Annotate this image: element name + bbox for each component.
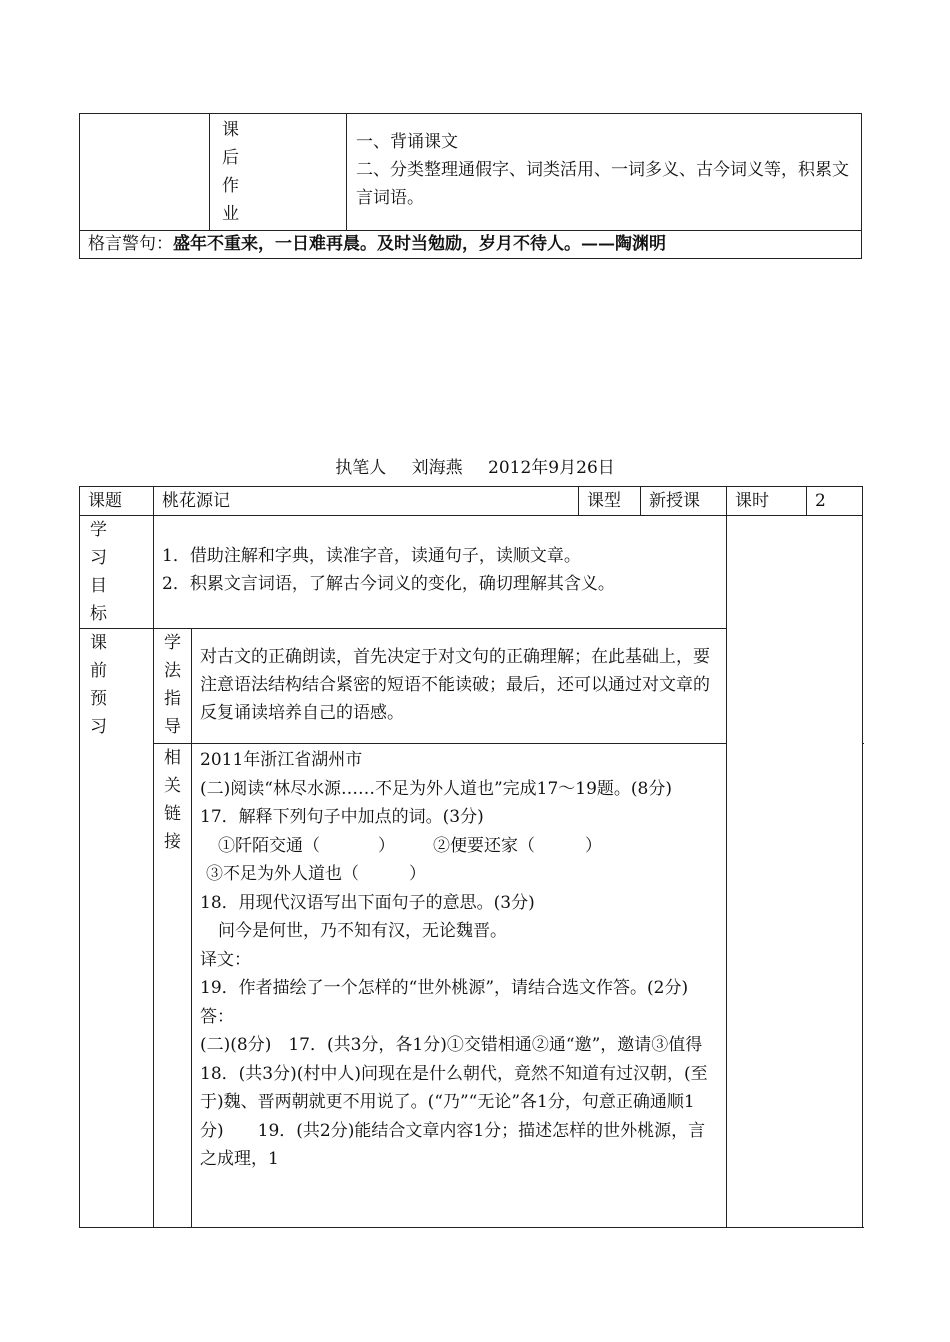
q17-item-3-end: ） <box>409 864 426 884</box>
q17-item-1: ①阡陌交通（ <box>218 835 320 856</box>
goal-item: 1．借助注解和字典，读准字音，读通句子，读顺文章。 <box>162 546 581 566</box>
preview-label-char: 习 <box>90 717 107 737</box>
homework-item: 一、背诵课文 <box>356 132 458 152</box>
empty-cell <box>80 114 210 231</box>
writer-name: 刘海燕 <box>411 458 463 478</box>
goals-row <box>80 516 863 629</box>
question-18-sentence: 问今是何世，乃不知有汉，无论魏晋。 <box>218 921 507 941</box>
type-value: 新授课 <box>641 487 727 516</box>
q17-item-3: ③不足为外人道也（ <box>206 864 359 884</box>
method-label <box>154 629 192 744</box>
link-intro: (二)阅读“林尽水源……不足为外人道也”完成17～19题。(8分) <box>200 778 672 799</box>
link-label-char: 链 <box>164 804 181 824</box>
homework-table <box>79 113 862 259</box>
preview-label-char: 课 <box>90 633 107 653</box>
link-label <box>154 744 192 1228</box>
answer-label: 答： <box>200 1006 234 1027</box>
goals-content <box>154 516 727 629</box>
question-17-items <box>200 832 718 861</box>
question-18: 18．用现代汉语写出下面句子的意思。(3分) <box>200 892 535 913</box>
hours-value: 2 <box>807 487 863 516</box>
goals-label-char: 学 <box>90 520 107 540</box>
question-17-item-3 <box>200 860 718 889</box>
preview-label <box>80 629 154 1228</box>
answer-text: (二)(8分) 17．(共3分，各1分)①交错相通②通“邀”，邀请③值得 18．(共3分)(村中人)问现在是什么朝代，竟然不知道有过汉朝，(至于)魏、晋两朝就更不用说了。(“乃”“无论”各1分，句意正确通顺1分) 19．(共2分)能结合文章内容1分；描述怎样的世外桃源，言之成理，1 <box>200 1035 737 1169</box>
link-label-char: 关 <box>164 776 181 796</box>
topic-label: 课题 <box>80 487 154 516</box>
lesson-header-row <box>80 487 863 516</box>
link-content <box>192 744 737 1228</box>
homework-label-char: 课 <box>222 120 239 140</box>
hours-label: 课时 <box>727 487 807 516</box>
preview-label-char: 前 <box>90 661 107 681</box>
motto-label: 格言警句： <box>88 234 173 254</box>
motto-row <box>80 231 862 259</box>
type-label: 课型 <box>579 487 641 516</box>
method-label-char: 学 <box>164 633 181 653</box>
link-label-char: 接 <box>164 832 181 852</box>
link-source: 2011年浙江省湖州市 <box>200 750 363 770</box>
translation-label: 译文： <box>200 949 251 970</box>
link-label-char: 相 <box>164 748 181 768</box>
goals-label <box>80 516 154 629</box>
writer-label: 执笔人 <box>335 458 387 478</box>
preview-label-char: 预 <box>90 689 107 709</box>
homework-item: 二、分类整理通假字、词类活用、一词多义、古今词义等，积累文言词语。 <box>356 160 849 208</box>
homework-label-char: 业 <box>222 204 239 224</box>
q17-item-2: ②便要还家（ <box>433 835 535 856</box>
date: 2012年9月26日 <box>488 458 615 478</box>
question-17: 17．解释下列句子中加点的词。(3分) <box>200 807 484 827</box>
q17-item-1-end: ） <box>378 835 395 856</box>
lesson-table <box>79 486 863 1228</box>
homework-label <box>210 114 347 231</box>
question-19: 19．作者描绘了一个怎样的“世外桃源”，请结合选文作答。(2分) <box>200 978 689 998</box>
goals-label-char: 目 <box>90 576 107 596</box>
goal-item: 2．积累文言词语，了解古今词义的变化，确切理解其含义。 <box>162 574 615 594</box>
topic-value: 桃花源记 <box>154 487 579 516</box>
method-text: 对古文的正确朗读，首先决定于对文句的正确理解；在此基础上，要注意语法结构结合紧密的短语不能读破；最后，还可以通过对文章的反复诵读培养自己的语感。 <box>192 629 727 744</box>
homework-label-char: 后 <box>222 148 239 168</box>
goals-label-char: 标 <box>90 604 107 624</box>
homework-content <box>347 114 862 231</box>
goals-label-char: 习 <box>90 548 107 568</box>
side-blank-cell <box>727 516 863 1228</box>
homework-label-char: 作 <box>222 176 239 196</box>
method-label-char: 指 <box>164 689 181 709</box>
author-line <box>0 456 950 480</box>
method-label-char: 法 <box>164 661 181 681</box>
motto-text: 盛年不重来，一日难再晨。及时当勉励，岁月不待人。——陶渊明 <box>173 234 666 254</box>
method-label-char: 导 <box>164 717 181 737</box>
q17-item-2-end: ） <box>585 835 602 856</box>
